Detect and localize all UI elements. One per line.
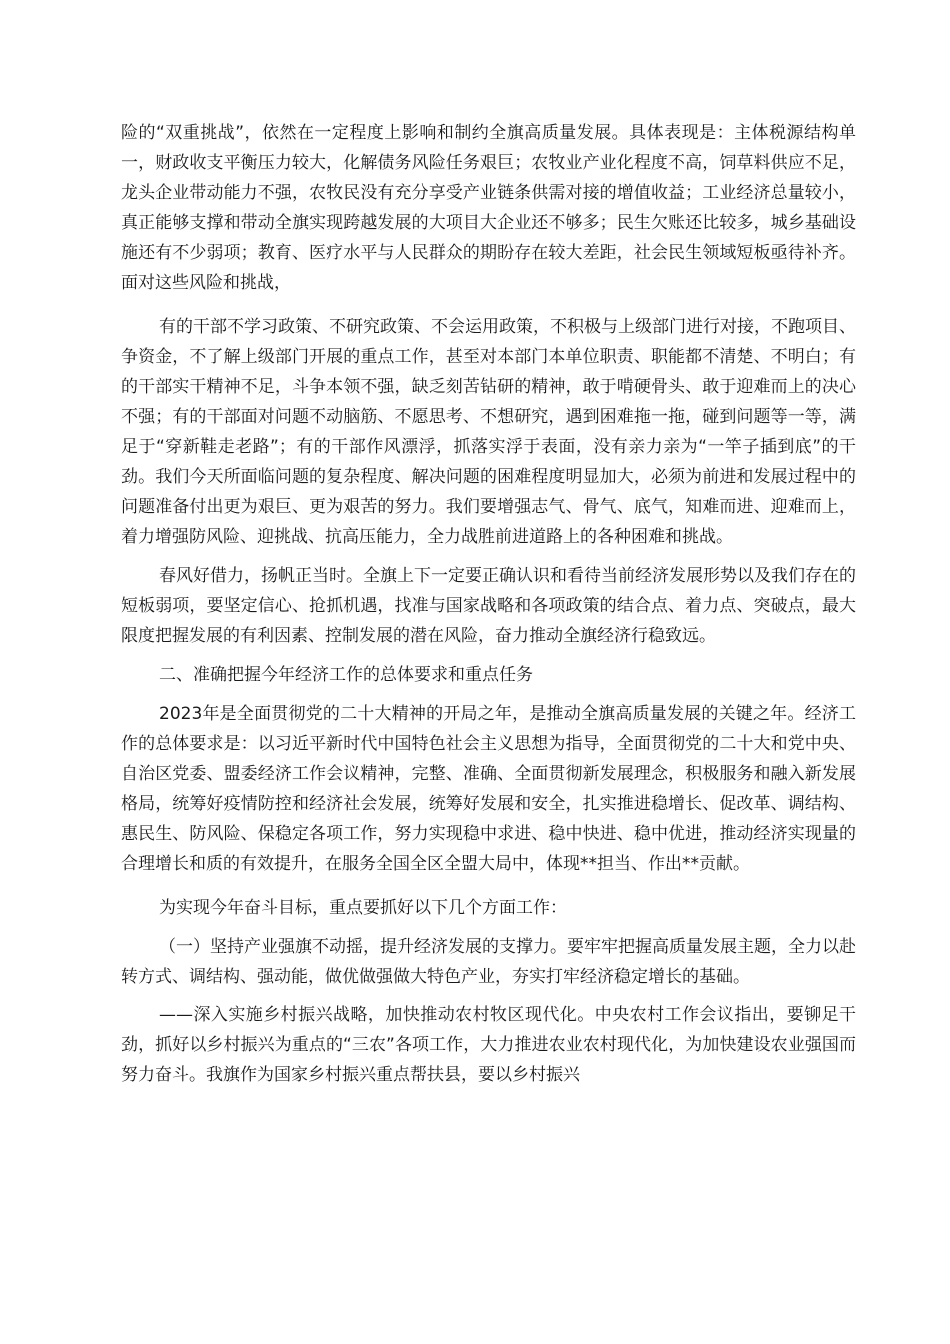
paragraph-spring-wind: 春风好借力，扬帆正当时。全旗上下一定要正确认识和看待当前经济发展形势以及我们存在的短板弱项，要坚定信心、抢抓机遇，找准与国家战略和各项政策的结合点、着力点、突破点，最大限度把握发展的有利因素、控制发展的潜在风险，奋力推动全旗经济行稳致远。 bbox=[121, 566, 856, 646]
section-heading-two: 二、准确把握今年经济工作的总体要求和重点任务 bbox=[159, 665, 533, 685]
paragraph-industry-strong: （一）坚持产业强旗不动摇，提升经济发展的支撑力。要牢牢把握高质量发展主题，全力以赴转方式、调结构、强动能，做优做强做大特色产业，夯实打牢经济稳定增长的基础。 bbox=[121, 937, 856, 987]
paragraph-rural-revitalization: ——深入实施乡村振兴战略，加快推动农村牧区现代化。中央农村工作会议指出，要铆足干劲，抓好以乡村振兴为重点的“三农”各项工作，大力推进农业农村现代化，为加快建设农业强国而努力奋斗。我旗作为国家乡村振兴重点帮扶县，要以乡村振兴 bbox=[121, 1005, 856, 1085]
paragraph-key-tasks-intro: 为实现今年奋斗目标，重点要抓好以下几个方面工作： bbox=[159, 898, 567, 918]
paragraph-risk-challenges: 险的“双重挑战”，依然在一定程度上影响和制约全旗高质量发展。具体表现是：主体税源结构单一，财政收支平衡压力较大，化解债务风险任务艰巨；农牧业产业化程度不高，饲草料供应不足，龙头企业带动能力不强，农牧民没有充分享受产业链条供需对接的增值收益；工业经济总量较小，真正能够支撑和带动全旗实现跨越发展的大项目大企业还不够多；民生欠账还比较多，城乡基础设施还有不少弱项；教育、医疗水平与人民群众的期盼存在较大差距，社会民生领域短板亟待补齐。面对这些风险和挑战， bbox=[121, 123, 856, 293]
paragraph-general-requirements: 2023年是全面贯彻党的二十大精神的开局之年，是推动全旗高质量发展的关键之年。经济工作的总体要求是：以习近平新时代中国特色社会主义思想为指导，全面贯彻党的二十大和党中央、自治区党委、盟委经济工作会议精神，完整、准确、全面贯彻新发展理念，积极服务和融入新发展格局，统筹好疫情防控和经济社会发展，统筹好发展和安全，扎实推进稳增长、促改革、调结构、惠民生、防风险、保稳定各项工作，努力实现稳中求进、稳中快进、稳中优进，推动经济实现量的合理增长和质的有效提升，在服务全国全区全盟大局中，体现**担当、作出**贡献。 bbox=[121, 704, 856, 874]
paragraph-cadre-issues: 有的干部不学习政策、不研究政策、不会运用政策，不积极与上级部门进行对接，不跑项目、争资金，不了解上级部门开展的重点工作，甚至对本部门本单位职责、职能都不清楚、不明白；有的干部实干精神不足，斗争本领不强，缺乏刻苦钻研的精神，敢于啃硬骨头、敢于迎难而上的决心不强；有的干部面对问题不动脑筋、不愿思考、不想研究，遇到困难拖一拖，碰到问题等一等，满足于“穿新鞋走老路”；有的干部作风漂浮，抓落实浮于表面，没有亲力亲为“一竿子插到底”的干劲。我们今天所面临问题的复杂程度、解决问题的困难程度明显加大，必须为前进和发展过程中的问题准备付出更为艰巨、更为艰苦的努力。我们要增强志气、骨气、底气，知难而进、迎难而上，着力增强防风险、迎挑战、抗高压能力，全力战胜前进道路上的各种困难和挑战。 bbox=[121, 317, 856, 547]
document-page bbox=[121, 118, 856, 1090]
